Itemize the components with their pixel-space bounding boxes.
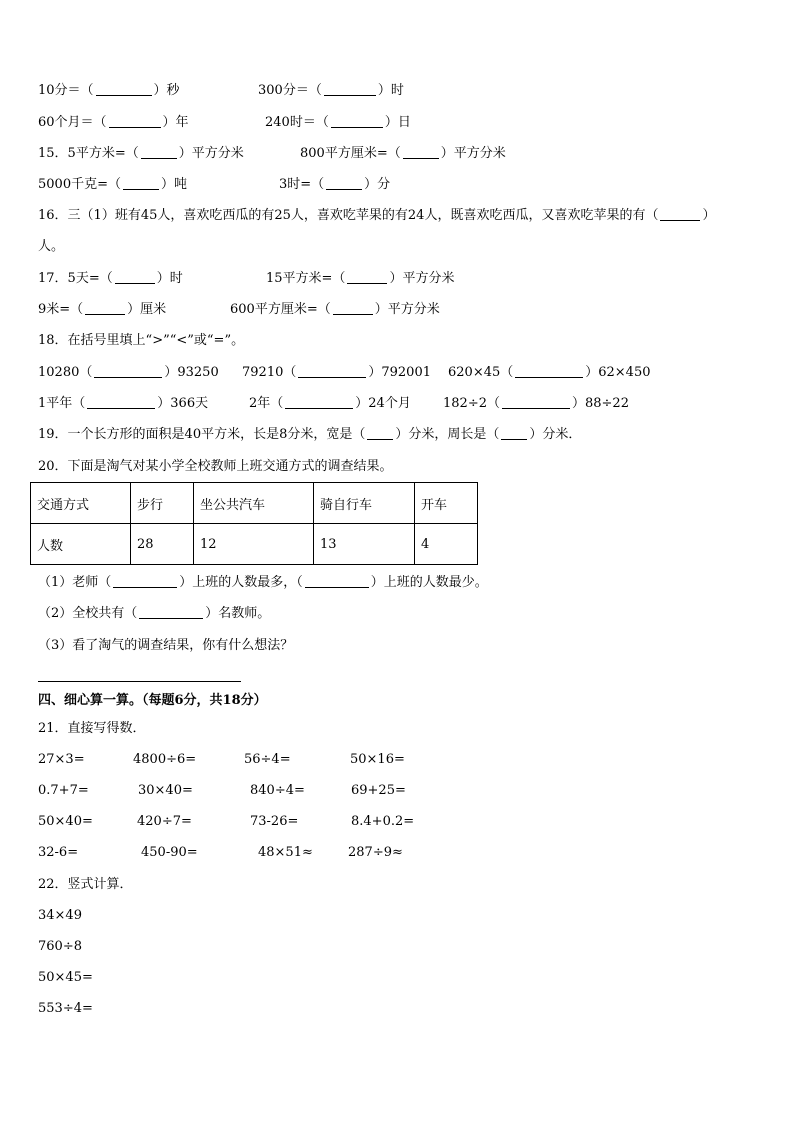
answer-blank[interactable] [141,146,177,159]
table-cell: 步行 [131,483,194,524]
answer-blank[interactable] [123,177,159,190]
answer-blank[interactable] [285,396,353,409]
q17-item-c: 9米=（ ）厘米 [38,302,167,317]
answer-blank[interactable] [326,177,362,190]
q17-item-a: 17．5天=（ ）时 [38,271,183,286]
q21-title: 21．直接写得数． [38,721,146,736]
answer-blank[interactable] [139,606,203,619]
table-cell: 人数 [31,524,131,565]
answer-blank[interactable] [85,302,125,315]
calc-item: 4800÷6= [133,752,197,767]
answer-blank[interactable] [87,396,155,409]
answer-blank[interactable] [94,365,162,378]
calc-item: 8.4+0.2= [351,814,415,829]
q15-item-d: 3时=（ ）分 [279,177,391,192]
answer-blank[interactable] [324,83,376,96]
calc-item: 48×51≈ [258,845,313,860]
calc-item: 50×40= [38,814,93,829]
table-cell: 坐公共汽车 [194,483,314,524]
q17-item-d: 600平方厘米=（ ）平方分米 [230,302,440,317]
answer-blank[interactable] [96,83,152,96]
answer-blank[interactable] [660,208,700,221]
q17-item-b: 15平方米=（ ）平方分米 [266,271,455,286]
answer-blank[interactable] [515,365,583,378]
vertical-calc-item: 553÷4= [38,1001,93,1016]
q14-item-a: 10分＝（ ）秒 [38,83,180,98]
calc-item: 450-90= [141,845,198,860]
calc-item: 287÷9≈ [348,845,403,860]
answer-blank[interactable] [367,427,393,440]
calc-item: 840÷4= [250,783,305,798]
calc-item: 420÷7= [137,814,192,829]
q16-line-2: 人。 [38,239,65,254]
q20-subquestion-2: （2）全校共有（ ）名教师。 [38,606,271,621]
q18-compare: 79210（ ）792001 [242,365,431,380]
q22-title: 22．竖式计算． [38,877,133,892]
q18-compare: 2年（ ）24个月 [249,396,411,411]
calc-item: 0.7+7= [38,783,89,798]
table-cell: 4 [415,524,478,565]
q16-line-1: 16．三（1）班有45人，喜欢吃西瓜的有25人，喜欢吃苹果的有24人，既喜欢吃西瓜，又喜欢吃苹果的有（ ） [38,208,716,223]
table-cell: 13 [314,524,415,565]
table-cell: 开车 [415,483,478,524]
answer-blank[interactable] [502,396,570,409]
answer-blank[interactable] [501,427,527,440]
answer-blank[interactable] [331,115,383,128]
q15-item-c: 5000千克=（ ）吨 [38,177,187,192]
calc-item: 30×40= [138,783,193,798]
answer-blank[interactable] [333,302,373,315]
vertical-calc-item: 50×45= [38,970,93,985]
answer-blank[interactable] [305,575,369,588]
answer-blank[interactable] [113,575,177,588]
q18-compare: 10280（ ）93250 [38,365,219,380]
calc-item: 50×16= [350,752,405,767]
q20-subquestion-3: （3）看了淘气的调查结果，你有什么想法？ [38,638,294,653]
answer-writing-line[interactable] [38,681,241,682]
q19-line: 19．一个长方形的面积是40平方米，长是8分米，宽是（ ）分米，周长是（ ）分米． [38,427,582,442]
answer-blank[interactable] [109,115,161,128]
q18-compare: 620×45（ ）62×450 [448,365,651,380]
q20-subquestion-1: （1）老师（ ）上班的人数最多，（ ）上班的人数最少。 [38,575,488,590]
q18-compare: 182÷2（ ）88÷22 [443,396,629,411]
table-cell: 骑自行车 [314,483,415,524]
section-4-title: 四、细心算一算。（每题6分，共18分） [38,693,267,708]
answer-blank[interactable] [298,365,366,378]
q14-item-c: 60个月＝（ ）年 [38,115,189,130]
calc-item: 32-6= [38,845,79,860]
table-cell: 12 [194,524,314,565]
table-header-row [31,483,478,524]
calc-item: 73-26= [250,814,299,829]
table-row [31,524,478,565]
table-cell: 交通方式 [31,483,131,524]
calc-item: 69+25= [351,783,406,798]
q18-compare: 1平年（ ）366天 [38,396,209,411]
vertical-calc-item: 34×49 [38,908,82,923]
survey-table [30,482,478,565]
q20-title: 20．下面是淘气对某小学全校教师上班交通方式的调查结果。 [38,459,393,474]
table-cell: 28 [131,524,194,565]
calc-item: 56÷4= [244,752,291,767]
vertical-calc-item: 760÷8 [38,939,82,954]
q14-item-b: 300分＝（ ）时 [258,83,404,98]
answer-blank[interactable] [403,146,439,159]
answer-blank[interactable] [347,271,387,284]
q18-title: 18．在括号里填上“>”“<”或“=”。 [38,333,245,348]
q15-item-b: 800平方厘米=（ ）平方分米 [300,146,506,161]
q14-item-d: 240时＝（ ）日 [265,115,411,130]
calc-item: 27×3= [38,752,85,767]
answer-blank[interactable] [115,271,155,284]
q15-item-a: 15．5平方米=（ ）平方分米 [38,146,244,161]
